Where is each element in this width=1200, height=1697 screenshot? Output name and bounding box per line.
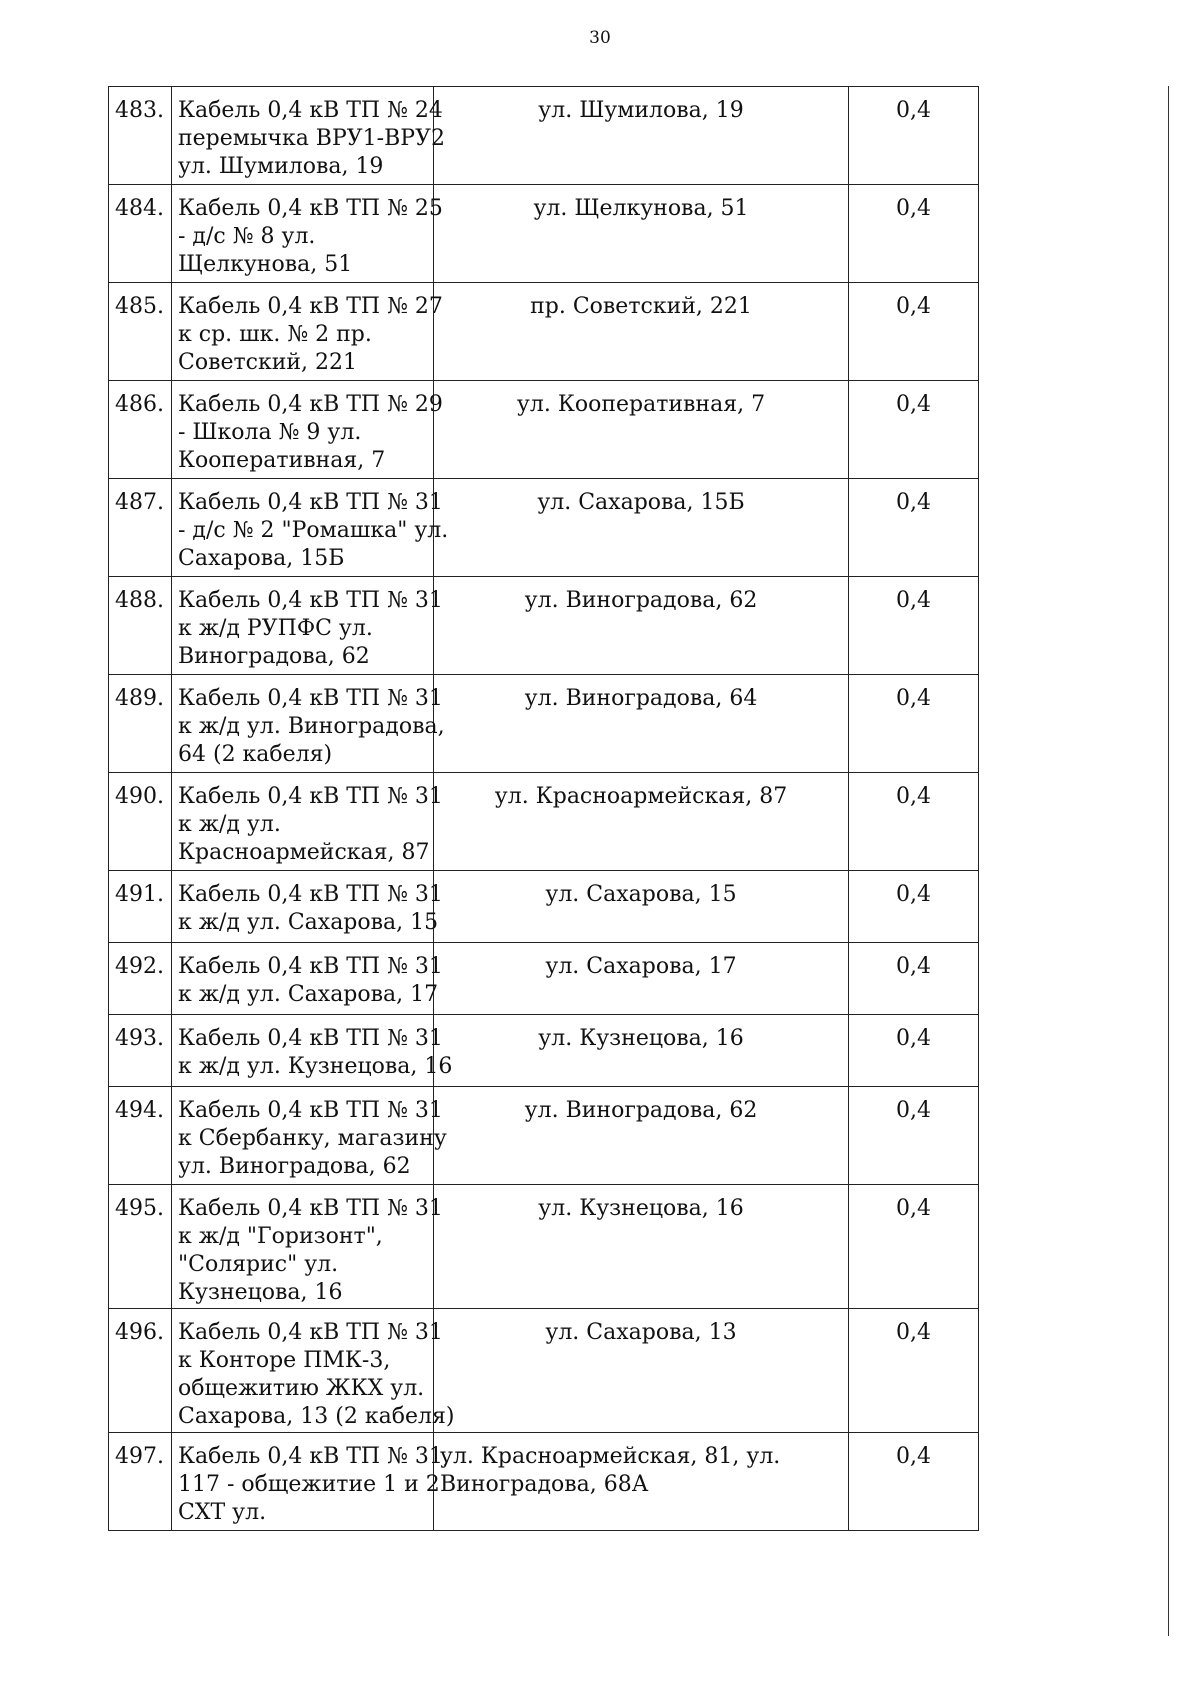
- cable-name-cell: [172, 381, 443, 479]
- voltage-cell: 0,4: [849, 479, 979, 577]
- cable-name-line: Кабель 0,4 кВ ТП № 31: [178, 784, 443, 809]
- table-row: [109, 773, 979, 871]
- table-row: [109, 87, 979, 185]
- cable-name-line: Кабель 0,4 кВ ТП № 27: [178, 294, 443, 319]
- cable-name-line: к ж/д ул.: [178, 812, 281, 837]
- cable-name-line: Кузнецова, 16: [178, 1280, 343, 1305]
- cable-name-line: Кооперативная, 7: [178, 448, 386, 473]
- cable-name-line: общежитию ЖКХ ул.: [178, 1376, 425, 1401]
- address-cell: [434, 943, 849, 1015]
- address-line: ул. Кузнецова, 16: [538, 1026, 744, 1051]
- cable-name-line: Кабель 0,4 кВ ТП № 29: [178, 392, 443, 417]
- cable-name-line: ул. Виноградова, 62: [178, 1154, 411, 1179]
- cable-name-line: перемычка ВРУ1-ВРУ2: [178, 126, 445, 151]
- cable-name-cell: [172, 1087, 447, 1185]
- address-cell: [434, 283, 849, 381]
- cable-name-line: СХТ ул.: [178, 1500, 267, 1525]
- voltage-cell: 0,4: [849, 675, 979, 773]
- row-number: 491.: [109, 871, 172, 943]
- cable-name-line: 117 - общежитие 1 и 2: [178, 1472, 440, 1497]
- address-cell: [434, 577, 849, 675]
- voltage-cell: 0,4: [849, 943, 979, 1015]
- address-line: ул. Кузнецова, 16: [538, 1196, 744, 1221]
- cable-name-line: Красноармейская, 87: [178, 840, 430, 865]
- voltage-cell: 0,4: [849, 871, 979, 943]
- cable-name-line: Кабель 0,4 кВ ТП № 31: [178, 954, 443, 979]
- cable-name-cell: [172, 185, 443, 283]
- cable-name-line: к ж/д ул. Виноградова,: [178, 714, 445, 739]
- cable-name-cell: [172, 283, 443, 381]
- cable-name-line: - д/с № 8 ул.: [178, 224, 316, 249]
- cable-name-cell: [172, 675, 445, 773]
- table-row: [109, 1087, 979, 1185]
- address-line: пр. Советский, 221: [530, 294, 752, 319]
- cable-name-cell: [172, 479, 449, 577]
- voltage-cell: 0,4: [849, 185, 979, 283]
- row-number: 489.: [109, 675, 172, 773]
- address-line: ул. Щелкунова, 51: [533, 196, 749, 221]
- cable-name-line: Щелкунова, 51: [178, 252, 353, 277]
- table-row: [109, 381, 979, 479]
- cable-name-cell: [172, 1309, 455, 1433]
- cable-name-line: "Солярис" ул.: [178, 1252, 339, 1277]
- cable-name-line: - Школа № 9 ул.: [178, 420, 362, 445]
- margin-rule: [1168, 86, 1169, 1636]
- address-cell: [434, 381, 849, 479]
- row-number: 484.: [109, 185, 172, 283]
- address-cell: [434, 1185, 849, 1309]
- row-number: 486.: [109, 381, 172, 479]
- cable-name-cell: [172, 943, 443, 1015]
- table-row: [109, 577, 979, 675]
- row-number: 492.: [109, 943, 172, 1015]
- cable-name-line: к Сбербанку, магазину: [178, 1126, 447, 1151]
- cable-name-cell: [172, 871, 443, 943]
- cable-name-line: Кабель 0,4 кВ ТП № 31: [178, 588, 443, 613]
- address-line: ул. Виноградова, 62: [524, 588, 758, 613]
- address-cell: [434, 871, 849, 943]
- cable-name-cell: [172, 1433, 450, 1531]
- cable-name-line: Кабель 0,4 кВ ТП № 31: [178, 882, 443, 907]
- cable-name-cell: [172, 577, 443, 675]
- cable-name-cell: [172, 773, 443, 871]
- cable-name-line: Советский, 221: [178, 350, 358, 375]
- row-number: 487.: [109, 479, 172, 577]
- cable-name-line: Кабель 0,4 кВ ТП № 31: [178, 490, 443, 515]
- table-row: [109, 1433, 979, 1531]
- cable-name-line: Кабель 0,4 кВ ТП № 25: [178, 196, 443, 221]
- page-number: 30: [589, 28, 611, 48]
- voltage-cell: 0,4: [849, 1433, 979, 1531]
- row-number: 483.: [109, 87, 172, 185]
- address-line: ул. Сахарова, 17: [545, 954, 737, 979]
- address-line: ул. Красноармейская, 81, ул.: [440, 1444, 781, 1469]
- address-line: ул. Сахарова, 15: [545, 882, 737, 907]
- cable-name-line: к ж/д "Горизонт",: [178, 1224, 383, 1249]
- cable-name-line: к ж/д ул. Кузнецова, 16: [178, 1054, 453, 1079]
- row-number: 497.: [109, 1433, 172, 1531]
- row-number: 494.: [109, 1087, 172, 1185]
- cable-name-line: Кабель 0,4 кВ ТП № 24: [178, 98, 443, 123]
- row-number: 493.: [109, 1015, 172, 1087]
- cable-name-line: Кабель 0,4 кВ ТП № 31: [178, 1098, 443, 1123]
- cable-name-line: Сахарова, 15Б: [178, 546, 345, 571]
- table-row: [109, 871, 979, 943]
- voltage-cell: 0,4: [849, 1185, 979, 1309]
- address-cell: [434, 675, 849, 773]
- cable-name-line: Кабель 0,4 кВ ТП № 31: [178, 1196, 443, 1221]
- cable-name-line: ул. Шумилова, 19: [178, 154, 384, 179]
- cable-name-cell: [172, 87, 445, 185]
- cable-table: [108, 86, 979, 1531]
- cable-name-line: Кабель 0,4 кВ ТП № 31: [178, 1026, 443, 1051]
- address-line: ул. Сахарова, 13: [545, 1320, 737, 1345]
- address-line: ул. Кооперативная, 7: [516, 392, 766, 417]
- voltage-cell: 0,4: [849, 577, 979, 675]
- row-number: 490.: [109, 773, 172, 871]
- cable-name-line: Виноградова, 62: [178, 644, 370, 669]
- address-cell: [434, 1087, 849, 1185]
- table-row: [109, 943, 979, 1015]
- address-line: ул. Виноградова, 62: [524, 1098, 758, 1123]
- row-number: 488.: [109, 577, 172, 675]
- address-line: ул. Сахарова, 15Б: [537, 490, 745, 515]
- address-line: ул. Шумилова, 19: [538, 98, 744, 123]
- cable-name-line: Сахарова, 13 (2 кабеля): [178, 1404, 455, 1429]
- cable-name-line: к ж/д РУПФС ул.: [178, 616, 373, 641]
- address-cell: [434, 479, 849, 577]
- address-cell: [434, 1015, 849, 1087]
- cable-name-line: к Конторе ПМК-3,: [178, 1348, 391, 1373]
- address-cell: [434, 773, 849, 871]
- voltage-cell: 0,4: [849, 381, 979, 479]
- cable-table-body: [109, 87, 979, 1531]
- cable-name-line: к ж/д ул. Сахарова, 15: [178, 910, 439, 935]
- table-row: [109, 283, 979, 381]
- cable-name-line: Кабель 0,4 кВ ТП № 31: [178, 1320, 443, 1345]
- cable-name-line: Кабель 0,4 кВ ТП № 31: [178, 686, 443, 711]
- table-row: [109, 479, 979, 577]
- address-cell: [434, 185, 849, 283]
- voltage-cell: 0,4: [849, 1309, 979, 1433]
- voltage-cell: 0,4: [849, 87, 979, 185]
- cable-name-cell: [172, 1185, 443, 1309]
- table-row: [109, 1309, 979, 1433]
- table-row: [109, 185, 979, 283]
- table-row: [109, 675, 979, 773]
- voltage-cell: 0,4: [849, 283, 979, 381]
- cable-name-line: Кабель 0,4 кВ ТП № 31,: [178, 1444, 450, 1469]
- cable-name-line: к ср. шк. № 2 пр.: [178, 322, 372, 347]
- address-cell: [434, 1309, 849, 1433]
- address-cell: [434, 87, 849, 185]
- address-cell: [434, 1433, 849, 1531]
- cable-name-line: - д/с № 2 "Ромашка" ул.: [178, 518, 449, 543]
- cable-name-line: 64 (2 кабеля): [178, 742, 333, 767]
- address-line: ул. Красноармейская, 87: [494, 784, 788, 809]
- voltage-cell: 0,4: [849, 1087, 979, 1185]
- address-line: ул. Виноградова, 64: [524, 686, 758, 711]
- table-row: [109, 1015, 979, 1087]
- row-number: 496.: [109, 1309, 172, 1433]
- voltage-cell: 0,4: [849, 773, 979, 871]
- cable-name-cell: [172, 1015, 453, 1087]
- voltage-cell: 0,4: [849, 1015, 979, 1087]
- row-number: 495.: [109, 1185, 172, 1309]
- row-number: 485.: [109, 283, 172, 381]
- cable-name-line: к ж/д ул. Сахарова, 17: [178, 982, 439, 1007]
- table-row: [109, 1185, 979, 1309]
- address-line: Виноградова, 68А: [440, 1472, 649, 1497]
